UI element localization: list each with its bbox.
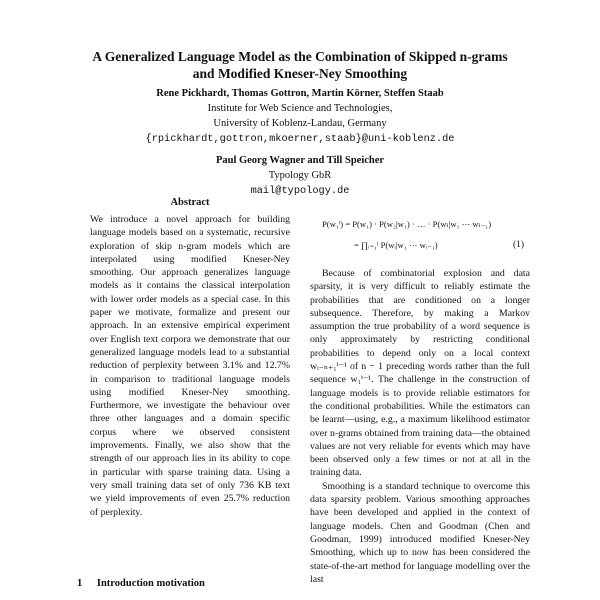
section-1-number: 1	[77, 578, 83, 589]
right-paragraph-1: Because of combinatorial explosion and data sparsity, it is very difficult to reliably estimate the probabilities that are conditioned on a longer subsequence. Therefore, by making a Markov assumption the true probability of a word sequence is only approximately by restricting conditional probabilities to depend only on a local context wᵢ₋ₙ₊₁ⁱ⁻¹ of n − 1 preceding words rather than the full sequence w₁ⁱ⁻¹. The challenge in the construction of language models is to provide reliable estimators for the conditional probabilities. While the estimators can be learnt—using, e.g., a maximum likelihood estimator over n-grams obtained from training data—the obtained values are not very reliable for events which may have been observed only a few times or not at all in the training data.	[310, 268, 530, 479]
section-1-title: Introduction motivation	[96, 578, 205, 589]
email-2: mail@typology.de	[250, 185, 350, 197]
equation-line-2: = ∏ᵢ₌₁ˡ P(wᵢ|w₁ ⋯ wᵢ₋₁)	[354, 240, 438, 250]
author-list-2: Paul Georg Wagner and Till Speicher	[215, 155, 385, 166]
email-1: {rpickhardt,gottron,mkoerner,staab}@uni-koblenz.de	[145, 133, 455, 145]
right-paragraph-2: Smoothing is a standard technique to overcome this data sparsity problem. Various smoothing approaches have been developed and applied in the context of language models. Chen and Goodman (Chen and Goodman, 1999) introduced modified Kneser-Ney Smoothing, which up to now has been considered the state-of-the-art method for language modelling over the last	[310, 480, 530, 585]
affiliation-1-line-1: Institute for Web Science and Technologies,	[207, 103, 393, 114]
affiliation-1-line-2: University of Koblenz-Landau, Germany	[213, 118, 387, 129]
paper-title	[0, 48, 600, 82]
paper-title-line-1: A Generalized Language Model as the Combination of Skipped n-grams	[92, 49, 508, 64]
abstract-heading: Abstract	[170, 197, 210, 208]
abstract-body	[90, 213, 290, 519]
equation-number: (1)	[513, 240, 525, 250]
paper-title-line-2: and Modified Kneser-Ney Smoothing	[192, 66, 408, 81]
abstract-text: We introduce a novel approach for building language models based on a systematic, recursive exploration of skip n-gram models which are interpolated using modified Kneser-Ney smoothing. Our approach generalizes language models as it contains the classical interpolation with lower order models as a special case. In this paper we motivate, formalize and present our approach. In an extensive empirical experiment over English text corpora we demonstrate that our generalized language models lead to a substantial reduction of perplexity between 3.1% and 12.7% in comparison to traditional language models using modified Kneser-Ney smoothing. Furthermore, we investigate the behaviour over three other languages and a domain specific corpus where we observed consistent improvements. Finally, we also show that the strength of our approach lies in its ability to cope in particular with sparse training data. Using a very small training data set of only 736 KB text we yield improvements of even 25.7% reduction of perplexity.	[90, 214, 290, 518]
right-column-body	[310, 267, 530, 586]
section-1-heading	[77, 578, 205, 589]
affiliation-2: Typology GbR	[268, 170, 332, 181]
equation-line-1: P(w₁ˡ) = P(w₁) · P(w₂|w₁) · … · P(wₗ|w₁ ⋯ wₗ₋₁)	[322, 219, 492, 229]
author-list-1: Rene Pickhardt, Thomas Gottron, Martin Körner, Steffen Staab	[156, 88, 444, 99]
